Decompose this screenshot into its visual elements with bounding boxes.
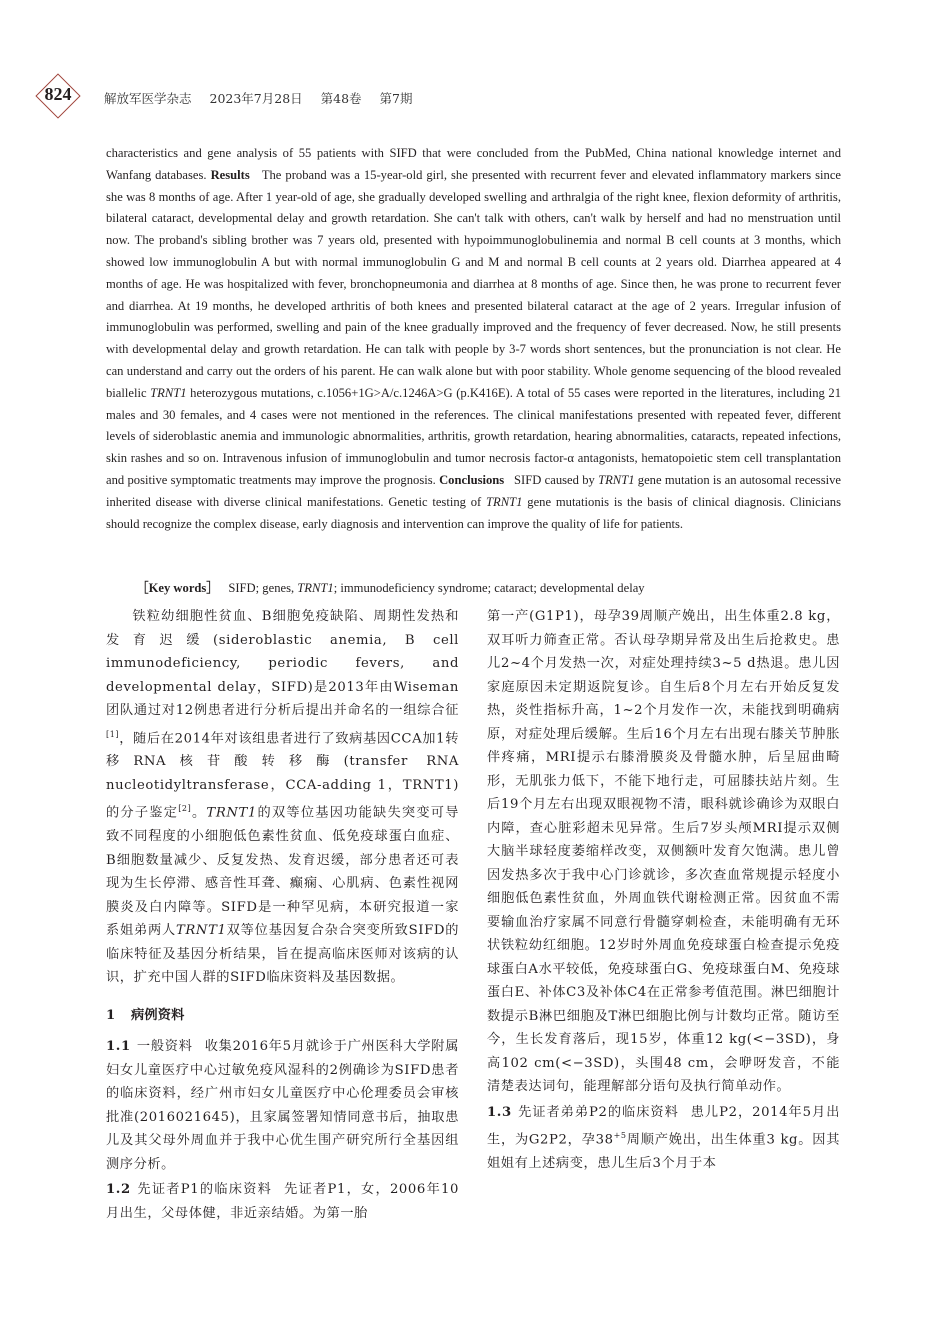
journal-info: [104, 89, 427, 107]
subsection-1-2: 1.2 先证者P1的临床资料 先证者P1，女，2006年10月出生，父母体健，非近亲结婚。为第一胎: [106, 1182, 459, 1221]
gene-name: TRNT1: [150, 385, 187, 400]
abstract-text: gene mutation is an autosomal recessive inherited disease with diverse clinical manifestations. Genetic testing of: [106, 472, 841, 509]
english-abstract: [106, 143, 841, 535]
gene-name: TRNT1: [297, 581, 334, 595]
keywords-text: ; immunodeficiency syndrome; cataract; developmental delay: [333, 581, 645, 595]
subsection-1-1: 1.1 一般资料 收集2016年5月就诊于广州医科大学附属妇女儿童医疗中心过敏免疫风湿科的2例确诊为SIFD患者的临床资料，经广州市妇女儿童医疗中心伦理委员会审核批准(2016021645)，且家属签署知情同意书后，抽取患儿及其父母外周血并于我中心优生围产研究所行全基因组测序分析。: [106, 1039, 460, 1172]
page-number: 824: [44, 84, 72, 104]
citation: [2]: [178, 804, 192, 814]
abstract-text: The proband was a 15-year-old girl, she presented with recurrent fever and elevated inflammatory markers since she was 8 months of age. After 1 year-old of age, she gradually developed swelling and arthralgia of the right knee, flexion deformity of arthritis, bilateral cataract, developmental delay and growth retardation. She can't talk with others, can't walk by herself and had no menstruation until now. The proband's sibling brother was 7 years old, presented with hypoimmunoglobulinemia and normal B cell counts at 3 months, which showed low immunoglobulin A but with normal immunoglobulin G and M and normal B cell counts at 2 years old. Diarrhea appeared at 4 months of age. He was hospitalized with fever, bronchopneumonia and diarrhea at 8 months of age. Since then, he was prone to recurrent fever and diarrhea. At 19 months, he developed arthritis of both knees and presented bilateral cataract at the age of 2 years. Irregular infusion of immunoglobulin was performed, swelling and pain of the knee gradually improved and the frequency of fever decreased. Now, he still presents with developmental delay and growth retardation. He can talk with people by 3-7 words short sentences, but the pronunciation is not clear. He can understand and carry out the orders of his parent. He can walk alone but with poor stability. Whole genome sequencing of the blood revealed biallelic: [106, 167, 841, 400]
issue: 第7期: [379, 91, 413, 106]
keywords-label: ［Key words］: [136, 581, 219, 595]
section-heading: 1 病例资料: [106, 1007, 185, 1023]
gene-name: TRNT1: [206, 805, 257, 821]
keywords-line: [136, 578, 841, 599]
gene-name: TRNT1: [598, 472, 635, 487]
journal-name: 解放军医学杂志: [104, 91, 192, 106]
abstract-text: characteristics and gene analysis of 55 patients with SIFD that were concluded from the PubMed, China national knowledge internet and Wanfang databases.: [106, 146, 841, 182]
case-p1-paragraph: 第一产(G1P1)，母孕39周顺产娩出，出生体重2.8 kg，双耳听力筛查正常。否认母孕期异常及出生后抢救史。患儿2~4个月发热一次，对症处理持续3~5 d热退。患儿因家庭原因未定期返院复诊。自生后8个月左右开始反复发热，炎性指标升高，1~2个月发作一次，未能找到明确病原，对症处理后缓解。生后16个月左右出现右膝关节肿胀伴疼痛，MRI提示右膝滑膜炎及骨髓水肿，后呈屈曲畸形，无肌张力低下，不能下地行走，可屈膝扶站片刻。生后19个月左右出现双眼视物不清，眼科就诊确诊为双眼白内障，查心脏彩超未见异常。生后7岁头颅MRI提示双侧大脑半球轻度萎缩样改变，双侧额叶发育欠饱满。患儿曾因发热多次于我中心门诊就诊，多次查血常规提示轻度小细胞低色素性贫血，外周血铁代谢检测正常。因贫血不需要输血治疗家属不同意行骨髓穿刺检查，未能明确有无环状铁粒幼红细胞。12岁时外周血免疫球蛋白检查提示免疫球蛋白A水平较低，免疫球蛋白G、免疫球蛋白M、免疫球蛋白E、补体C3及补体C4在正常参考值范围。淋巴细胞计数提示B淋巴细胞及T淋巴细胞比例与计数均正常。随访至今，生长发育落后，现15岁，体重12 kg(<−3SD)，身高102 cm(<−3SD)，头围48 cm，会咿呀发音，不能清楚表达词句，能理解部分语句及执行简单动作。: [487, 609, 840, 1094]
intro-paragraph: 铁粒幼细胞性贫血、B细胞免疫缺陷、周期性发热和发育迟缓(sideroblastic anemia, B cell immunodeficiency, periodic fevers, and developmental delay，SIFD)是2013年由Wiseman团队通过对12例患者进行分析后提出并命名的一组综合征[1]，随后在2014年对该组患者进行了致病基因CCA加1转移RNA核苷酸转移酶(transfer RNA nucleotidyltransferase，CCA-adding 1，TRNT1)的分子鉴定[2]。TRNT1的双等位基因功能缺失突变可导致不同程度的小细胞低色素性贫血、低免疫球蛋白血症、B细胞数量减少、反复发热、发育迟缓，部分患者还可表现为生长停滞、感音性耳聋、癫痫、心肌病、色素性视网膜炎及白内障等。SIFD是一种罕见病，本研究报道一家系姐弟两人TRNT1双等位基因复合杂合突变所致SIFD的临床特征及基因分析结果，旨在提高临床医师对该病的认识，扩充中国人群的SIFD临床资料及基因数据。: [106, 609, 460, 986]
keywords-text: SIFD; genes,: [228, 581, 295, 595]
gene-name: TRNT1: [176, 923, 227, 939]
abstract-text: heterozygous mutations, c.1056+1G>A/c.1246A>G (p.K416E). A total of 55 cases were reported in the literatures, including 21 males and 30 females, and 4 cases were not mentioned in the references. The clinical manifestations presented with repeated fever, different levels of sideroblastic anemia and immunologic abnormalities, arthritis, growth retardation, hearing abnormalities, cataracts, repeated infections, skin rashes and so on. Intravenous infusion of immunoglobulin and tumor necrosis factor-α antagonists, hematopoietic stem cell transplantation and positive symptomatic treatments may improve the prognosis.: [106, 385, 841, 487]
left-column: [106, 605, 459, 1225]
conclusions-label: Conclusions: [439, 472, 505, 487]
volume: 第48卷: [320, 91, 362, 106]
subsection-1-3: 1.3 先证者弟弟P2的临床资料 患儿P2，2014年5月出生，为G2P2，孕$38^{+5}$周顺产娩出，出生体重3 kg。因其姐姐有上述病变，患儿生后3个月于本: [487, 1104, 840, 1171]
results-label: Results: [210, 167, 250, 182]
abstract-text: SIFD caused by: [514, 472, 595, 487]
citation: [1]: [106, 729, 120, 739]
right-column: [487, 605, 840, 1175]
gene-name: TRNT1: [486, 494, 523, 509]
abstract-text: gene mutationis is the basis of clinical diagnosis. Clinicians should recognize the complex disease, early diagnosis and intervention can improve the quality of life for patients.: [106, 494, 841, 531]
issue-date: 2023年7月28日: [209, 91, 303, 106]
